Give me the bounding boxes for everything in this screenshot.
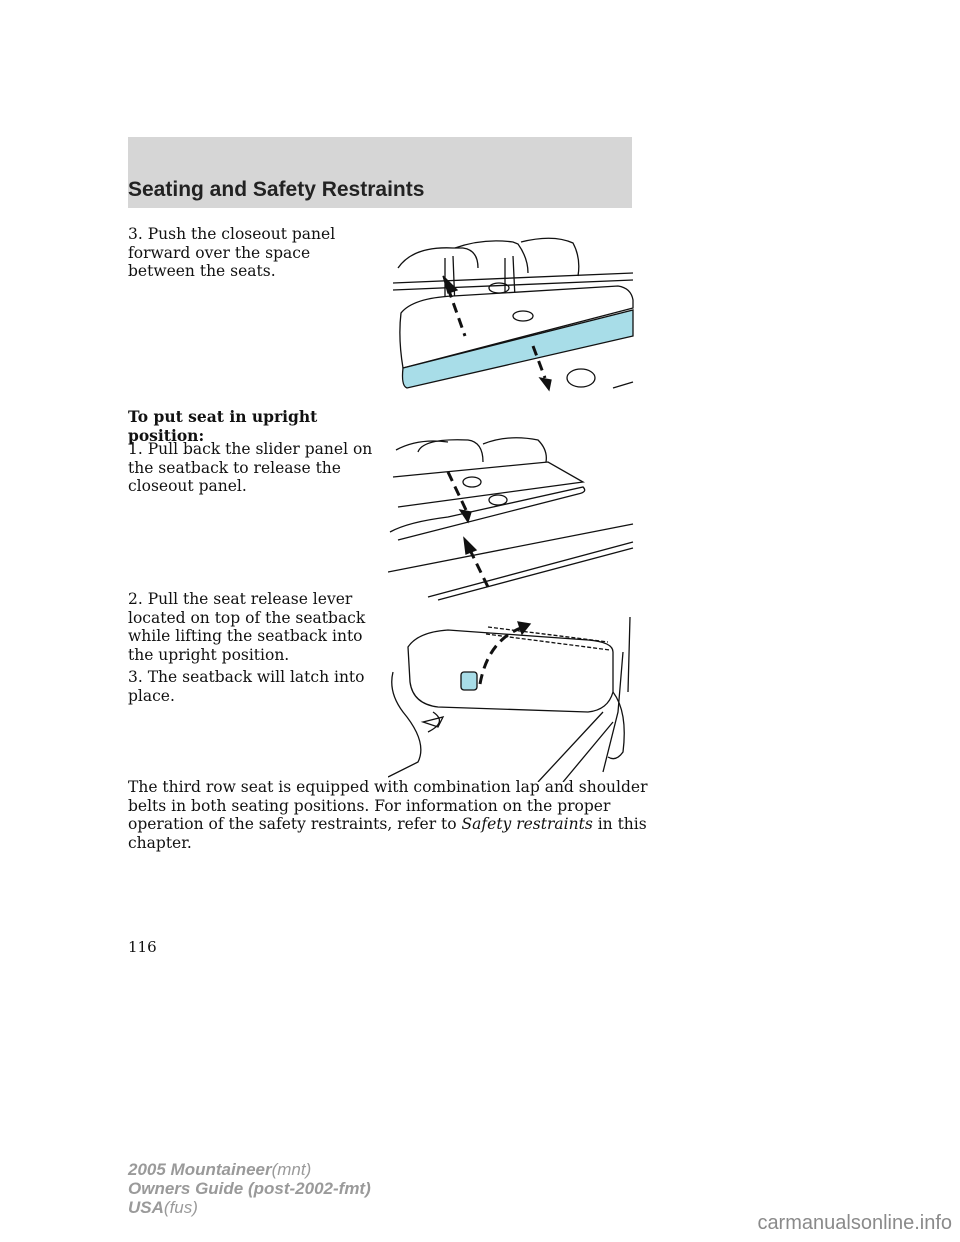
section-title: Seating and Safety Restraints bbox=[128, 178, 425, 201]
closing-text: The third row seat is equipped with combination lap and shoulder belts in both seating positions. For information on the proper operation of the safety restraints, refer to bbox=[128, 778, 648, 833]
safety-restraints-reference: Safety restraints bbox=[461, 815, 593, 833]
seatback-upright-illustration bbox=[388, 612, 636, 782]
footer-market-code: (fus) bbox=[163, 1198, 198, 1217]
footer-model-code: (mnt) bbox=[271, 1160, 312, 1179]
section-header-band bbox=[128, 137, 632, 208]
step-3-latch-text: 3. The seatback will latch into place. bbox=[128, 668, 365, 705]
step-3-push-text: 3. Push the closeout panel forward over the space between the seats. bbox=[128, 225, 336, 280]
footer-guide: Owners Guide (post-2002-fmt) bbox=[128, 1179, 371, 1198]
closeout-panel-illustration bbox=[393, 228, 635, 398]
step-1-text: 1. Pull back the slider panel on the seatback to release the closeout panel. bbox=[128, 440, 373, 495]
footer-market: USA bbox=[128, 1198, 164, 1217]
upright-heading: To put seat in upright position: bbox=[128, 407, 318, 445]
watermark: carmanualsonline.info bbox=[757, 1212, 952, 1234]
step-2-text: 2. Pull the seat release lever located on top of the seatback while lifting the seatback into the upright position. bbox=[128, 590, 366, 664]
page-number: 116 bbox=[128, 938, 157, 956]
footer-model: 2005 Mountaineer bbox=[128, 1160, 272, 1179]
closing-text-end: in this chapter. bbox=[128, 815, 647, 852]
document-footer bbox=[128, 1160, 371, 1217]
closing-paragraph bbox=[128, 778, 648, 852]
slider-panel-illustration bbox=[388, 432, 636, 602]
